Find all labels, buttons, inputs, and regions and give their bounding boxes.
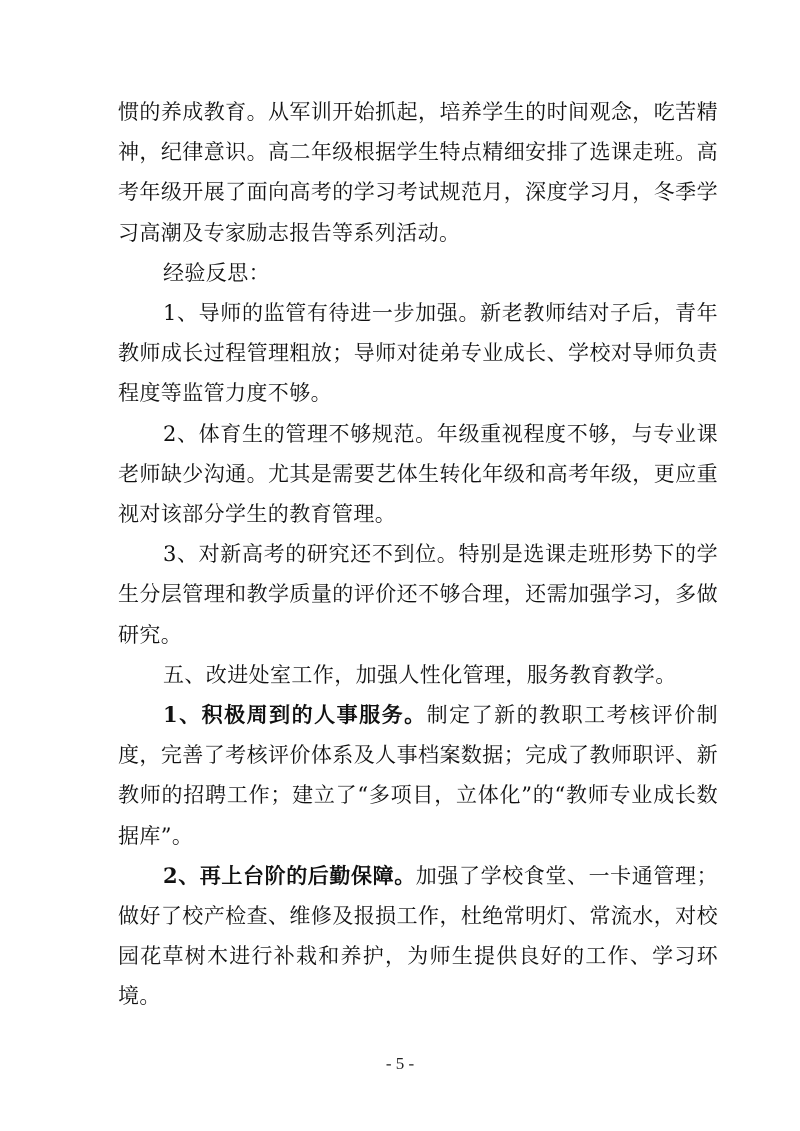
paragraph-continuation: 惯的养成教育。从军训开始抓起，培养学生的时间观念，吃苦精神，纪律意识。高二年级根据学生特点精细安排了选课走班。高考年级开展了面向高考的学习考试规范月，深度学习月，冬季学习高潮及专家励志报告等系列活动。 [118, 100, 718, 245]
page-number: - 5 - [385, 1054, 415, 1073]
paragraph-logistics-support [118, 856, 718, 1017]
personnel-service-text: 制定了新的教职工考核评价制度，完善了考核评价体系及人事档案数据；完成了教师职评、新教师的招聘工作；建立了“多项目，立体化”的“教师专业成长数据库”。 [118, 703, 718, 848]
logistics-support-lead: 2、再上台阶的后勤保障。 [163, 862, 416, 888]
paragraph-personnel-service [118, 695, 718, 856]
section-five-heading: 五、改进处室工作，加强人性化管理，服务教育教学。 [163, 662, 677, 687]
paragraph-reflection-1: 1、导师的监管有待进一步加强。新老教师结对子后，青年教师成长过程管理粗放；导师对徒弟专业成长、学校对导师负责程度等监管力度不够。 [118, 301, 718, 406]
paragraph-reflection-heading: 经验反思： [163, 260, 270, 285]
personnel-service-lead: 1、积极周到的人事服务。 [163, 702, 427, 728]
paragraph-reflection-2: 2、体育生的管理不够规范。年级重视程度不够，与专业课老师缺少沟通。尤其是需要艺体生转化年级和高考年级，更应重视对该部分学生的教育管理。 [118, 421, 718, 527]
logistics-support-text: 加强了学校食堂、一卡通管理；做好了校产检查、维修及报损工作，杜绝常明灯、常流水，对校园花草树木进行补栽和养护，为师生提供良好的工作、学习环境。 [118, 863, 718, 1009]
body-text [118, 92, 718, 1017]
paragraph-reflection-3: 3、对新高考的研究还不到位。特别是选课走班形势下的学生分层管理和教学质量的评价还不够合理，还需加强学习，多做研究。 [118, 542, 718, 647]
